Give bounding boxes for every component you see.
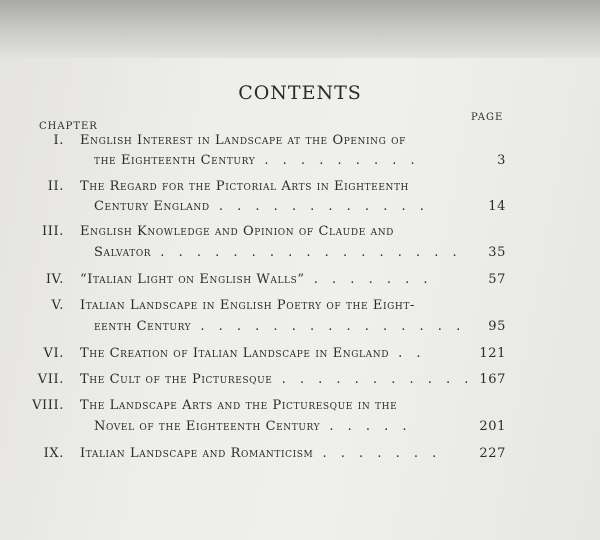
chapter-column-header: CHAPTER <box>39 121 98 132</box>
page-column-header: PAGE <box>471 112 504 123</box>
leader-dots: . . . . . . . . . <box>255 153 420 168</box>
chapter-number: IV. <box>45 272 64 287</box>
chapter-title-line1: English Knowledge and Opinion of Claude and <box>80 224 394 239</box>
leader-dots: . . . . . . . <box>304 272 433 287</box>
chapter-title-line1: The Creation of Italian Landscape in England <box>80 346 390 361</box>
leader-dots: . . . . . . . . . . . . . . . . . <box>151 245 462 260</box>
chapter-number: VIII. <box>32 398 64 413</box>
chapter-number: IX. <box>43 446 64 461</box>
page-number: 95 <box>488 319 506 334</box>
top-shadow <box>0 0 600 58</box>
chapter-title-line2: eenth Century <box>94 319 192 334</box>
leader-dots: . . . . . <box>320 419 412 434</box>
page-number: 14 <box>488 199 506 214</box>
leader-dots: . . . . . . . <box>313 446 442 461</box>
chapter-number: VI. <box>43 346 64 361</box>
chapter-title-line2: Century England <box>94 199 210 214</box>
chapter-title-line1: Italian Landscape and Romanticism <box>80 446 314 461</box>
page-title: CONTENTS <box>238 82 362 104</box>
chapter-number: II. <box>47 179 64 194</box>
leader-dots: . . . . . . . . . . . <box>272 372 474 387</box>
page-number: 167 <box>479 372 506 387</box>
leader-dots: . . . . . . . . . . . . . . . <box>191 319 466 334</box>
page-number: 35 <box>488 245 506 260</box>
chapter-title-line2: the Eighteenth Century <box>94 153 256 168</box>
chapter-title-line2: Salvator <box>94 245 152 260</box>
chapter-title-line2: Novel of the Eighteenth Century <box>94 419 321 434</box>
page-number: 3 <box>497 153 506 168</box>
chapter-title-line1: “Italian Light on English Walls” <box>80 272 305 287</box>
chapter-number: VII. <box>37 372 64 387</box>
leader-dots: . . <box>389 346 426 361</box>
page-number: 121 <box>479 346 506 361</box>
chapter-number: III. <box>42 224 64 239</box>
chapter-title-line1: Italian Landscape in English Poetry of the Eight- <box>80 298 415 313</box>
chapter-title-line1: The Cult of the Picturesque <box>80 372 273 387</box>
chapter-number: I. <box>53 133 64 148</box>
chapter-title-line1: The Regard for the Pictorial Arts in Eighteenth <box>80 179 410 194</box>
chapter-title-line1: English Interest in Landscape at the Opening of <box>80 133 406 148</box>
page-number: 57 <box>488 272 506 287</box>
leader-dots: . . . . . . . . . . . . <box>209 199 429 214</box>
page-number: 227 <box>479 446 506 461</box>
page-number: 201 <box>479 419 506 434</box>
chapter-title-line1: The Landscape Arts and the Picturesque in the <box>80 398 398 413</box>
chapter-number: V. <box>51 298 64 313</box>
